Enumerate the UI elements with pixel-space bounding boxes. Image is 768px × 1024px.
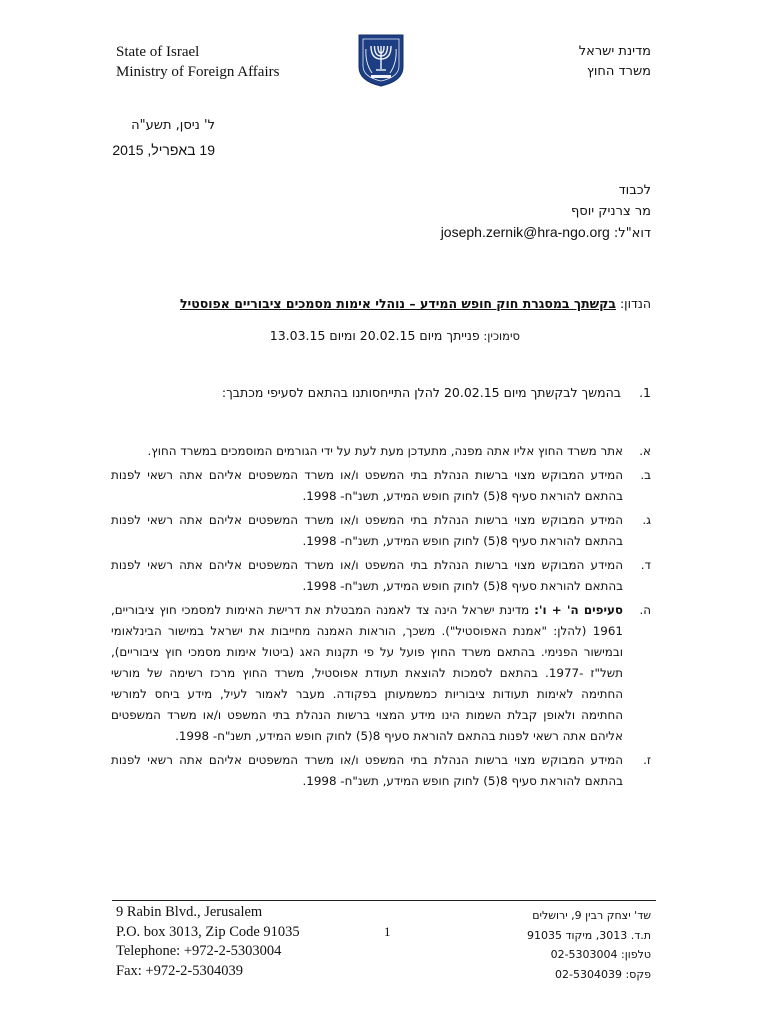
intro-paragraph bbox=[116, 385, 651, 400]
addressee-name: מר צרניק יוסף bbox=[570, 204, 651, 219]
hebrew-date: ל' ניסן, תשע"ה bbox=[131, 118, 215, 133]
item-text bbox=[111, 441, 623, 462]
footer-he-line: שד' יצחק רבין 9, ירושלים bbox=[532, 909, 651, 922]
footer-hebrew-address bbox=[527, 906, 651, 984]
page-number: 1 bbox=[384, 924, 391, 939]
email-label: דוא"ל: bbox=[613, 226, 651, 241]
gregorian-date: 19 באפריל, 2015 bbox=[112, 142, 215, 158]
list-item bbox=[111, 441, 651, 462]
item-text-body: המידע המבוקש מצוי ברשות הנהלת בתי המשפט ו/או משרד המשפטים אליהם אתה רשאי לפנות בהתאם להוראת סעיף 8(5) לחוק חופש המידע, תשנ"ח- 1998. bbox=[111, 558, 623, 593]
item-text-body: המידע המבוקש מצוי ברשות הנהלת בתי המשפט ו/או משרד המשפטים אליהם אתה רשאי לפנות בהתאם להוראת סעיף 8(5) לחוק חופש המידע, תשנ"ח- 1998. bbox=[111, 513, 623, 548]
response-items-list bbox=[111, 441, 651, 795]
english-letterhead bbox=[116, 42, 279, 82]
addressee-block bbox=[441, 180, 651, 244]
footer-en-line: Telephone: +972-2-5303004 bbox=[116, 943, 282, 959]
footer-en-line: 9 Rabin Blvd., Jerusalem bbox=[116, 904, 263, 920]
item-letter: ה. bbox=[639, 603, 651, 617]
letter-date bbox=[112, 114, 215, 162]
list-item bbox=[111, 555, 651, 597]
email-address[interactable]: joseph.zernik@hra-ngo.org bbox=[440, 224, 610, 240]
letterhead-en-line: State of Israel bbox=[116, 44, 200, 60]
list-item bbox=[111, 510, 651, 552]
footer-english-address bbox=[116, 903, 300, 981]
intro-text: בהמשך לבקשתך מיום 20.02.15 להלן התייחסותנו בהתאם לסעיפי מכתבך: bbox=[221, 385, 621, 400]
item-text bbox=[111, 600, 623, 747]
item-text bbox=[111, 555, 623, 597]
item-text-body: המידע המבוקש מצוי ברשות הנהלת בתי המשפט ו/או משרד המשפטים אליהם אתה רשאי לפנות בהתאם להוראת סעיף 8(5) לחוק חופש המידע, תשנ"ח- 1998. bbox=[111, 468, 623, 503]
footer-he-line: פקס: 02-5304039 bbox=[555, 967, 651, 981]
subject-title: בקשתך במסגרת חוק חופש המידע – נוהלי אימות מסמכים ציבוריים אפוסטיל bbox=[180, 296, 616, 311]
subject-line bbox=[180, 296, 651, 311]
letterhead-he-line: משרד החוץ bbox=[586, 64, 651, 79]
item-letter: א. bbox=[639, 444, 651, 458]
footer-he-line: טלפון: 02-5303004 bbox=[550, 948, 651, 961]
item-text bbox=[111, 750, 623, 792]
item-letter: ג. bbox=[642, 513, 651, 527]
letterhead-he-line: מדינת ישראל bbox=[578, 44, 651, 59]
addressee-email-row bbox=[441, 222, 651, 244]
item-letter: ב. bbox=[640, 468, 651, 482]
footer-en-line: Fax: +972-2-5304039 bbox=[116, 962, 243, 979]
paragraph-number: 1. bbox=[639, 385, 651, 400]
list-item bbox=[111, 750, 651, 792]
item-text-body: מדינת ישראל הינה צד לאמנה המבטלת את דרישת האימות למסמכי חוץ ציבוריים, 1961 (להלן: "אמנת האפוסטיל"). משכך, הוראות האמנה מחייבות את ישראל במישור הבינלאומי ובמישור הפנימי. בהתאם משרד החוץ פועל על פי תקנות האג (ביטול אימות מסמכי חוץ ציבוריים), תשל"ז -1977. בהתאם לסמכות להוצאת תעודת אפוסטיל, משרד החוץ מרכז רשימה של מורשי החתימה לאימות תעודות ציבוריות כמשמעותן בפקודה. מעבר לאמור לעיל, מידע ביחס למורשי החתימה ולאופן קבלת השמות הינו מידע המצוי ברשות הנהלת בתי המשפט ו/או משרד המשפטים אליהם אתה רשאי לפנות בהתאם להוראת סעיף 8(5) לחוק חופש המידע, תשנ"ח- 1998. bbox=[111, 603, 623, 743]
letterhead-en-line: Ministry of Foreign Affairs bbox=[116, 64, 280, 80]
reference-label: סימוכין: bbox=[483, 329, 520, 343]
footer-en-line: P.O. box 3013, Zip Code 91035 bbox=[116, 923, 300, 940]
item-letter: ז. bbox=[643, 753, 651, 767]
list-item bbox=[111, 465, 651, 507]
item-text bbox=[111, 465, 623, 507]
subject-label: הנדון: bbox=[619, 296, 651, 311]
list-item bbox=[111, 600, 651, 747]
item-bold-heading: סעיפים ה' + ו': bbox=[534, 603, 624, 617]
footer-he-line: ת.ד. 3013, מיקוד 91035 bbox=[527, 928, 651, 942]
item-letter: ד. bbox=[640, 558, 651, 572]
hebrew-letterhead bbox=[579, 42, 651, 82]
reference-text: פנייתך מיום 20.02.15 ומיום 13.03.15 bbox=[269, 328, 480, 343]
menorah-emblem-icon bbox=[357, 33, 405, 87]
footer-divider bbox=[112, 900, 656, 901]
salutation: לכבוד bbox=[618, 183, 651, 198]
item-text-body: אתר משרד החוץ אליו אתה מפנה, מתעדכן מעת לעת על ידי הגורמים המוסמכים במשרד החוץ. bbox=[147, 444, 623, 458]
item-text-body: המידע המבוקש מצוי ברשות הנהלת בתי המשפט ו/או משרד המשפטים אליהם אתה רשאי לפנות בהתאם להוראת סעיף 8(5) לחוק חופש המידע, תשנ"ח- 1998. bbox=[111, 753, 623, 788]
reference-line bbox=[270, 328, 520, 343]
item-text bbox=[111, 510, 623, 552]
